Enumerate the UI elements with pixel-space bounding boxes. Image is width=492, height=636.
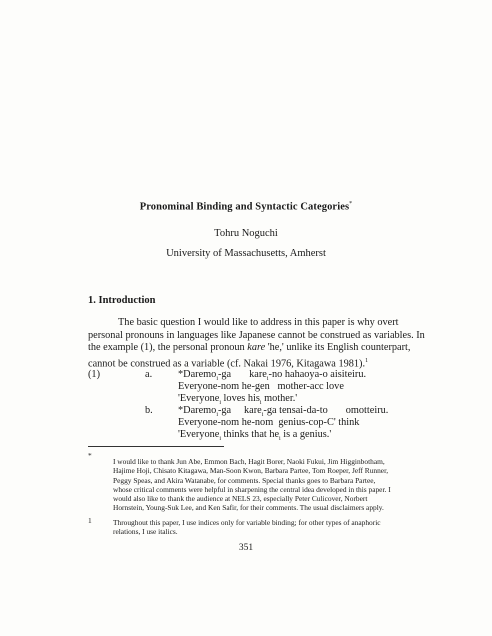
paper-title-text: Pronominal Binding and Syntactic Categories (139, 201, 350, 213)
footnote-1 (113, 518, 413, 537)
title-footnote-mark: * (349, 201, 353, 207)
paragraph-line: The basic question I would like to address in this paper is why overt (118, 317, 399, 328)
translation-text: mother.' (261, 393, 298, 404)
paragraph-line-text: cannot be construed as a variable (cf. Nakai 1976, Kitagawa 1981). (88, 357, 366, 369)
translation-text: 'Everyone (178, 393, 220, 404)
example-b-gloss: Everyone-nom he-nom genius-cop-C' think (178, 417, 360, 428)
example-b-label: b. (145, 405, 153, 416)
index-subscript: i (279, 436, 281, 443)
translation-text: 'Everyone (178, 429, 220, 440)
intro-paragraph (88, 317, 425, 370)
footnote-line: Hornstein, Young-Suk Lee, and Ken Safir, for their comments. The usual disclaimers apply. (113, 503, 384, 513)
gloss-token: *Daremo (178, 369, 217, 380)
footnote-line: I would like to thank Jun Abe, Emmon Bach, Hagit Borer, Naoki Fukui, Jim Higginbotham, (113, 457, 385, 466)
index-subscript: i (219, 400, 221, 407)
footnote-line: Throughout this paper, I use indices only for variable binding; for other types of anaphoric (113, 518, 381, 527)
footnote-star-mark: * (88, 451, 92, 460)
paper-title (0, 201, 492, 213)
footnote-line: Hajime Hoji, Chisato Kitagawa, Man-Soon Kwon, Barbara Partee, Tom Roeper, Jeff Runner, (113, 466, 389, 476)
page-number: 351 (238, 543, 254, 553)
gloss-token: *Daremo (178, 405, 217, 416)
footnote-ref-1: 1 (365, 357, 369, 364)
index-subscript: i (219, 436, 221, 443)
index-subscript: i (261, 412, 264, 419)
example-a-label: a. (145, 369, 153, 380)
italic-term: kare (247, 342, 266, 353)
footnote-1-mark: 1 (88, 516, 92, 525)
example-number: (1) (88, 369, 101, 380)
index-subscript: i (216, 376, 218, 383)
paragraph-line: personal pronouns in languages like Japanese cannot be construed as variables. In (88, 329, 425, 341)
section-heading: 1. Introduction (88, 295, 156, 306)
example-a-gloss: Everyone-nom he-gen mother-acc love (178, 381, 344, 392)
translation-text: thinks that he (220, 429, 280, 440)
index-subscript: i (259, 400, 262, 407)
footnote-line: Peggy Speas, and Akira Watanabe, for comments. Special thanks goes to Barbara Partee, (113, 475, 376, 485)
footnote-line: relations, I use italics. (113, 527, 178, 537)
footnote-line: would also like to thank the audience at NELS 23, especially Peter Culicover, Norbert (113, 494, 368, 504)
author-name: Tohru Noguchi (214, 228, 278, 239)
gloss-token: -no hahaoya-o aisiteiru. (268, 369, 367, 380)
translation-text: loves his (220, 393, 260, 404)
footnote-divider (88, 446, 224, 447)
index-subscript: i (266, 376, 269, 383)
gloss-token: -ga tensai-da-to omotteiru. (263, 405, 389, 416)
index-subscript: i (216, 412, 218, 419)
paragraph-line: the example (1), the personal pronoun kare 'he,' unlike its English counterpart, (88, 342, 411, 353)
footnote-line: whose critical comments were helpful in sharpening the central idea developed in this paper. I (113, 484, 391, 494)
translation-text: is a genius.' (280, 429, 332, 440)
gloss-token: -ga kare (217, 405, 262, 416)
footnote-acknowledgements (113, 457, 413, 513)
author-affiliation: University of Massachusetts, Amherst (166, 248, 326, 259)
gloss-token: -ga kare (217, 369, 267, 380)
example-b-translation (178, 429, 331, 442)
